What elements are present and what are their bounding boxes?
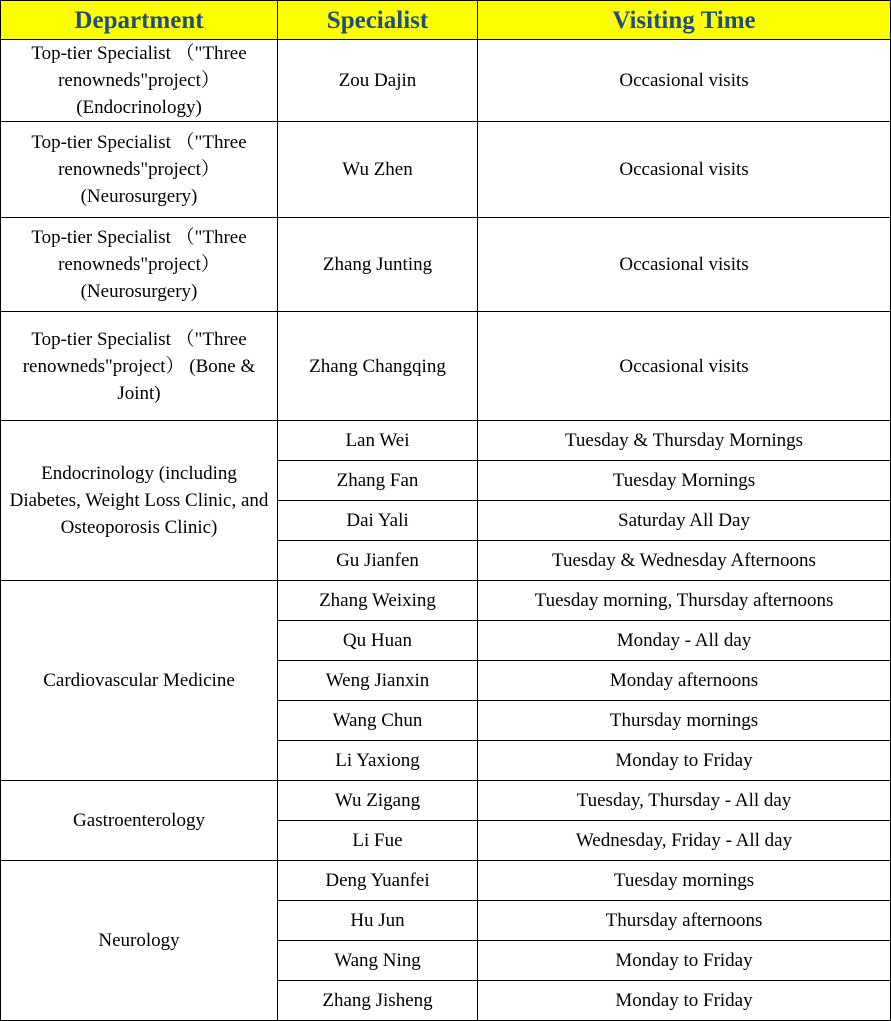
table-row: [1, 861, 891, 901]
visiting-time-cell: Thursday mornings: [478, 701, 891, 741]
department-cell: Top-tier Specialist （"Three renowneds"project） (Endocrinology): [1, 40, 278, 122]
specialist-cell: Hu Jun: [278, 901, 478, 941]
department-cell: Top-tier Specialist （"Three renowneds"project） (Bone & Joint): [1, 312, 278, 421]
specialist-cell: Dai Yali: [278, 501, 478, 541]
department-cell: Gastroenterology: [1, 781, 278, 861]
visiting-time-cell: Tuesday & Thursday Mornings: [478, 421, 891, 461]
specialist-cell: Zhang Fan: [278, 461, 478, 501]
specialist-cell: Zhang Weixing: [278, 581, 478, 621]
department-cell: Top-tier Specialist （"Three renowneds"project） (Neurosurgery): [1, 218, 278, 312]
visiting-time-cell: Tuesday mornings: [478, 861, 891, 901]
specialist-cell: Lan Wei: [278, 421, 478, 461]
department-cell: Endocrinology (including Diabetes, Weight Loss Clinic, and Osteoporosis Clinic): [1, 421, 278, 581]
specialist-cell: Zhang Jisheng: [278, 981, 478, 1021]
header-department: Department: [1, 1, 278, 40]
visiting-time-cell: Monday to Friday: [478, 741, 891, 781]
visiting-time-cell: Thursday afternoons: [478, 901, 891, 941]
department-cell: Neurology: [1, 861, 278, 1021]
specialist-cell: Li Fue: [278, 821, 478, 861]
visiting-time-cell: Monday to Friday: [478, 981, 891, 1021]
specialist-cell: Zhang Changqing: [278, 312, 478, 421]
visiting-time-cell: Wednesday, Friday - All day: [478, 821, 891, 861]
department-cell: Cardiovascular Medicine: [1, 581, 278, 781]
specialist-cell: Qu Huan: [278, 621, 478, 661]
specialist-cell: Li Yaxiong: [278, 741, 478, 781]
visiting-time-cell: Occasional visits: [478, 312, 891, 421]
visiting-time-cell: Occasional visits: [478, 40, 891, 122]
visiting-time-cell: Saturday All Day: [478, 501, 891, 541]
specialist-cell: Gu Jianfen: [278, 541, 478, 581]
visiting-time-cell: Tuesday & Wednesday Afternoons: [478, 541, 891, 581]
header-visiting-time: Visiting Time: [478, 1, 891, 40]
table-row: [1, 421, 891, 461]
visiting-time-cell: Occasional visits: [478, 122, 891, 218]
header-specialist: Specialist: [278, 1, 478, 40]
specialist-cell: Wu Zigang: [278, 781, 478, 821]
visiting-time-cell: Tuesday Mornings: [478, 461, 891, 501]
visiting-time-cell: Tuesday morning, Thursday afternoons: [478, 581, 891, 621]
department-cell: Top-tier Specialist （"Three renowneds"project） (Neurosurgery): [1, 122, 278, 218]
table-row: [1, 218, 891, 312]
table-row: [1, 40, 891, 122]
specialist-cell: Deng Yuanfei: [278, 861, 478, 901]
specialist-cell: Zou Dajin: [278, 40, 478, 122]
table-row: [1, 581, 891, 621]
header-row: [1, 1, 891, 40]
visiting-time-cell: Monday to Friday: [478, 941, 891, 981]
table-row: [1, 122, 891, 218]
visiting-time-cell: Tuesday, Thursday - All day: [478, 781, 891, 821]
visiting-time-cell: Monday - All day: [478, 621, 891, 661]
specialist-cell: Wu Zhen: [278, 122, 478, 218]
visiting-time-cell: Monday afternoons: [478, 661, 891, 701]
table-row: [1, 312, 891, 421]
specialist-cell: Weng Jianxin: [278, 661, 478, 701]
specialist-cell: Wang Chun: [278, 701, 478, 741]
specialist-cell: Zhang Junting: [278, 218, 478, 312]
visiting-time-cell: Occasional visits: [478, 218, 891, 312]
specialist-cell: Wang Ning: [278, 941, 478, 981]
table-row: [1, 781, 891, 821]
